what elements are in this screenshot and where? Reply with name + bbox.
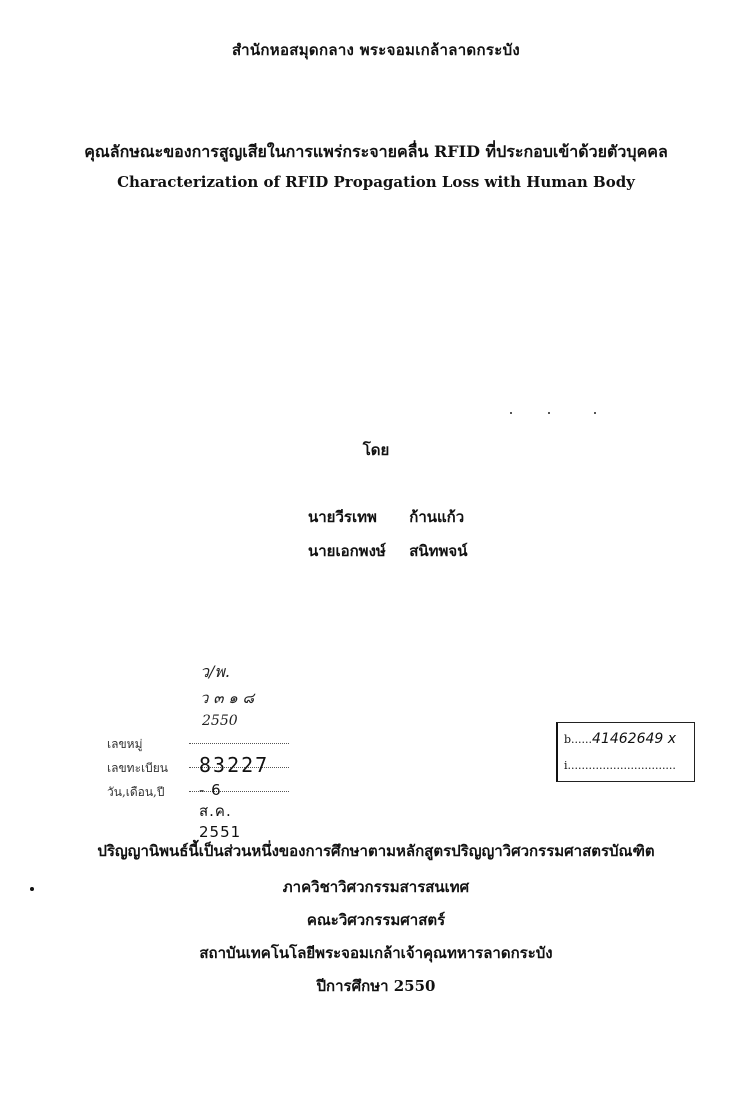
author-2 [308,539,467,563]
call-number-label: เลขหมู่ [107,737,143,751]
by-label: โดย [362,441,390,459]
author-family-name: สนิทพจน์ [409,542,468,560]
department: ภาควิชาวิศวกรรมสารสนเทศ [282,878,470,896]
author-1 [308,505,464,529]
scan-speck [510,412,512,414]
scan-speck [548,412,550,414]
barcode-prefix-b: b [564,733,572,746]
scan-speck [594,412,596,414]
date-label: วัน,เดือน,ปี [107,785,165,799]
barcode-line-2: i............................... [564,759,676,772]
faculty: คณะวิศวกรรมศาสตร์ [306,911,446,929]
author-family-name: ก้านแก้ว [409,508,465,526]
date-value: - 6 ส.ค. 2551 [199,781,242,841]
author-given-name: นายเอกพงษ์ [308,542,386,560]
handwritten-note-1: ว/พ. [200,662,231,681]
barcode-line-1: b......41462649 x [564,731,677,747]
barcode-number: 41462649 x [592,731,677,747]
degree-statement: ปริญญานิพนธ์นี้เป็นส่วนหนึ่งของการศึกษาตามหลักสูตรปริญญาวิศวกรรมศาสตรบัณฑิต [97,842,655,860]
thai-title: คุณลักษณะของการสูญเสียในการแพร่กระจายคลื่น RFID ที่ประกอบเข้าด้วยตัวบุคคล [84,142,668,161]
library-header-stamp: สำนักหอสมุดกลาง พระจอมเกล้าลาดกระบัง [231,41,521,59]
date-row [107,781,242,841]
library-registration-stamp [107,735,270,841]
english-title: Characterization of RFID Propagation Loss with Human Body [117,173,635,191]
academic-year: ปีการศึกษา 2550 [316,977,436,995]
handwritten-note-2: ว ๓ ๑ ๘ [200,689,255,707]
author-given-name: นายวีรเทพ [308,508,377,526]
institute: สถาบันเทคโนโลยีพระจอมเกล้าเจ้าคุณทหารลาดกระบัง [199,944,553,962]
registration-label: เลขทะเบียน [107,761,168,775]
handwritten-note-3: 2550 [202,713,238,729]
barcode-box [556,722,695,782]
barcode-prefix-i: i [564,759,568,772]
call-number-row [107,735,189,759]
registration-row [107,753,270,783]
registration-number: 83227 [199,753,270,777]
